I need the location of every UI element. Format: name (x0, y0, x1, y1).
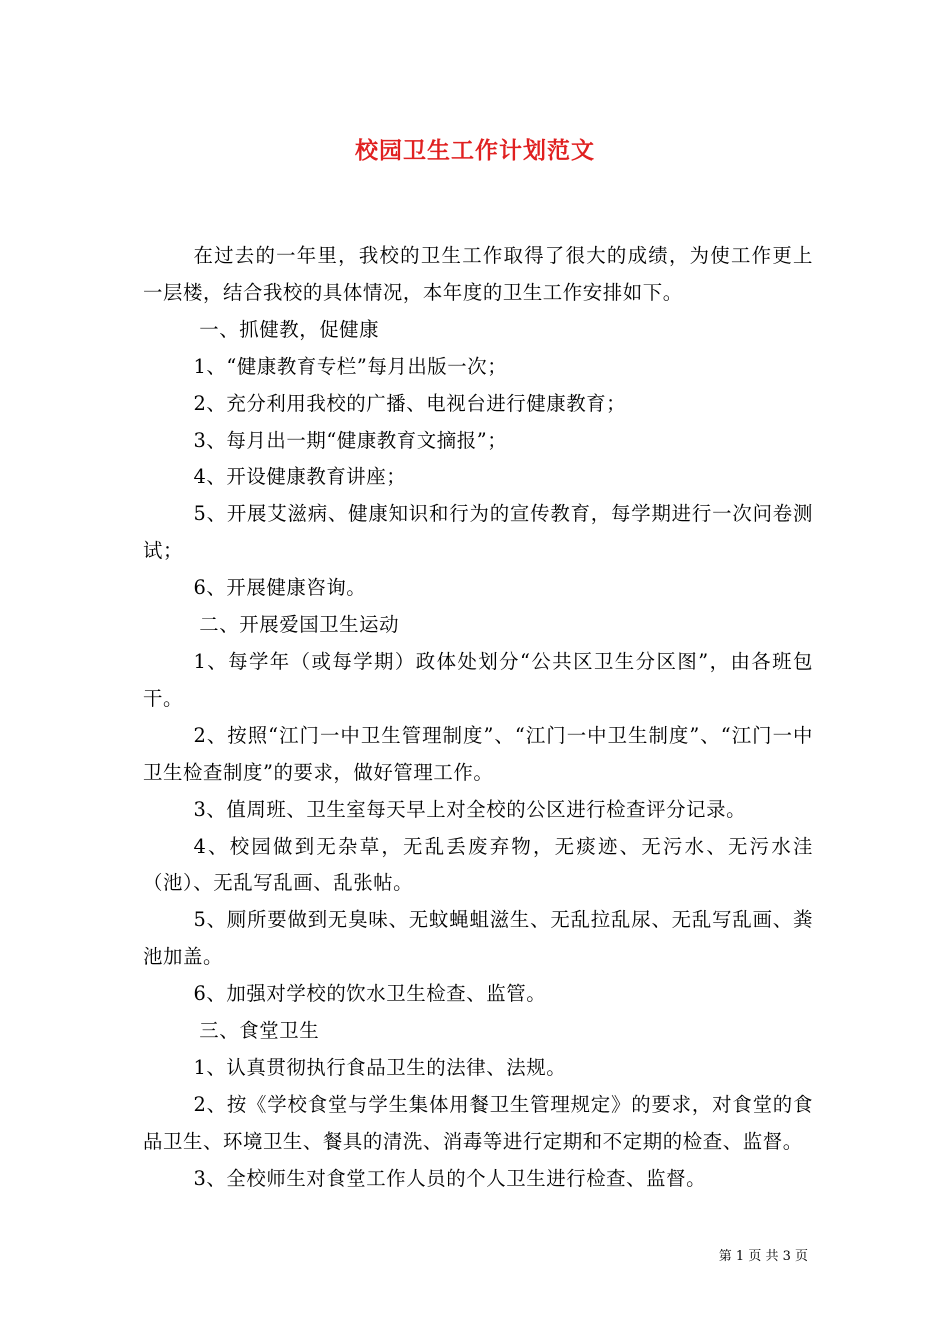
list-item: 3、值周班、卫生室每天早上对全校的公区进行检查评分记录。 (193, 797, 747, 821)
list-item: 6、开展健康咨询。 (193, 576, 367, 600)
list-item: 1、认真贯彻执行食品卫生的法律、法规。 (193, 1055, 567, 1079)
section-heading-3: 三、食堂卫生 (199, 1019, 320, 1043)
list-item: 2、按《学校食堂与学生集体用餐卫生管理规定》的要求，对食堂的食品卫生、环境卫生、餐具的清洗、消毒等进行定期和不定期的检查、监督。 (143, 1092, 813, 1153)
list-item: 3、每月出一期“健康教育文摘报”； (193, 428, 508, 452)
section-heading-1: 一、抓健教，促健康 (199, 317, 380, 341)
list-item: 2、按照“江门一中卫生管理制度”、“江门一中卫生制度”、“江门一中卫生检查制度”的要求，做好管理工作。 (143, 723, 813, 784)
list-item: 5、开展艾滋病、健康知识和行为的宣传教育，每学期进行一次问卷测试； (143, 502, 813, 563)
list-item: 2、充分利用我校的广播、电视台进行健康教育； (193, 391, 627, 415)
intro-paragraph: 在过去的一年里，我校的卫生工作取得了很大的成绩，为使工作更上一层楼，结合我校的具体情况，本年度的卫生工作安排如下。 (143, 244, 813, 304)
document-title: 校园卫生工作计划范文 (355, 137, 595, 164)
list-item: 1、每学年（或每学期）政体处划分“公共区卫生分区图”，由各班包干。 (143, 649, 813, 710)
page-number-footer: 第 1 页 共 3 页 (718, 1249, 808, 1264)
list-item: 1、“健康教育专栏”每月出版一次； (193, 354, 508, 378)
list-item: 5、厕所要做到无臭味、无蚊蝇蛆滋生、无乱拉乱尿、无乱写乱画、粪池加盖。 (143, 908, 813, 969)
list-item: 4、开设健康教育讲座； (193, 465, 407, 489)
section-heading-2: 二、开展爱国卫生运动 (199, 613, 400, 637)
list-item: 6、加强对学校的饮水卫生检查、监管。 (193, 982, 547, 1006)
document-body (143, 238, 813, 1198)
list-item: 4、校园做到无杂草，无乱丢废弃物，无痰迹、无污水、无污水洼（池）、无乱写乱画、乱张帖。 (143, 834, 813, 895)
list-item: 3、全校师生对食堂工作人员的个人卫生进行检查、监督。 (193, 1166, 707, 1190)
